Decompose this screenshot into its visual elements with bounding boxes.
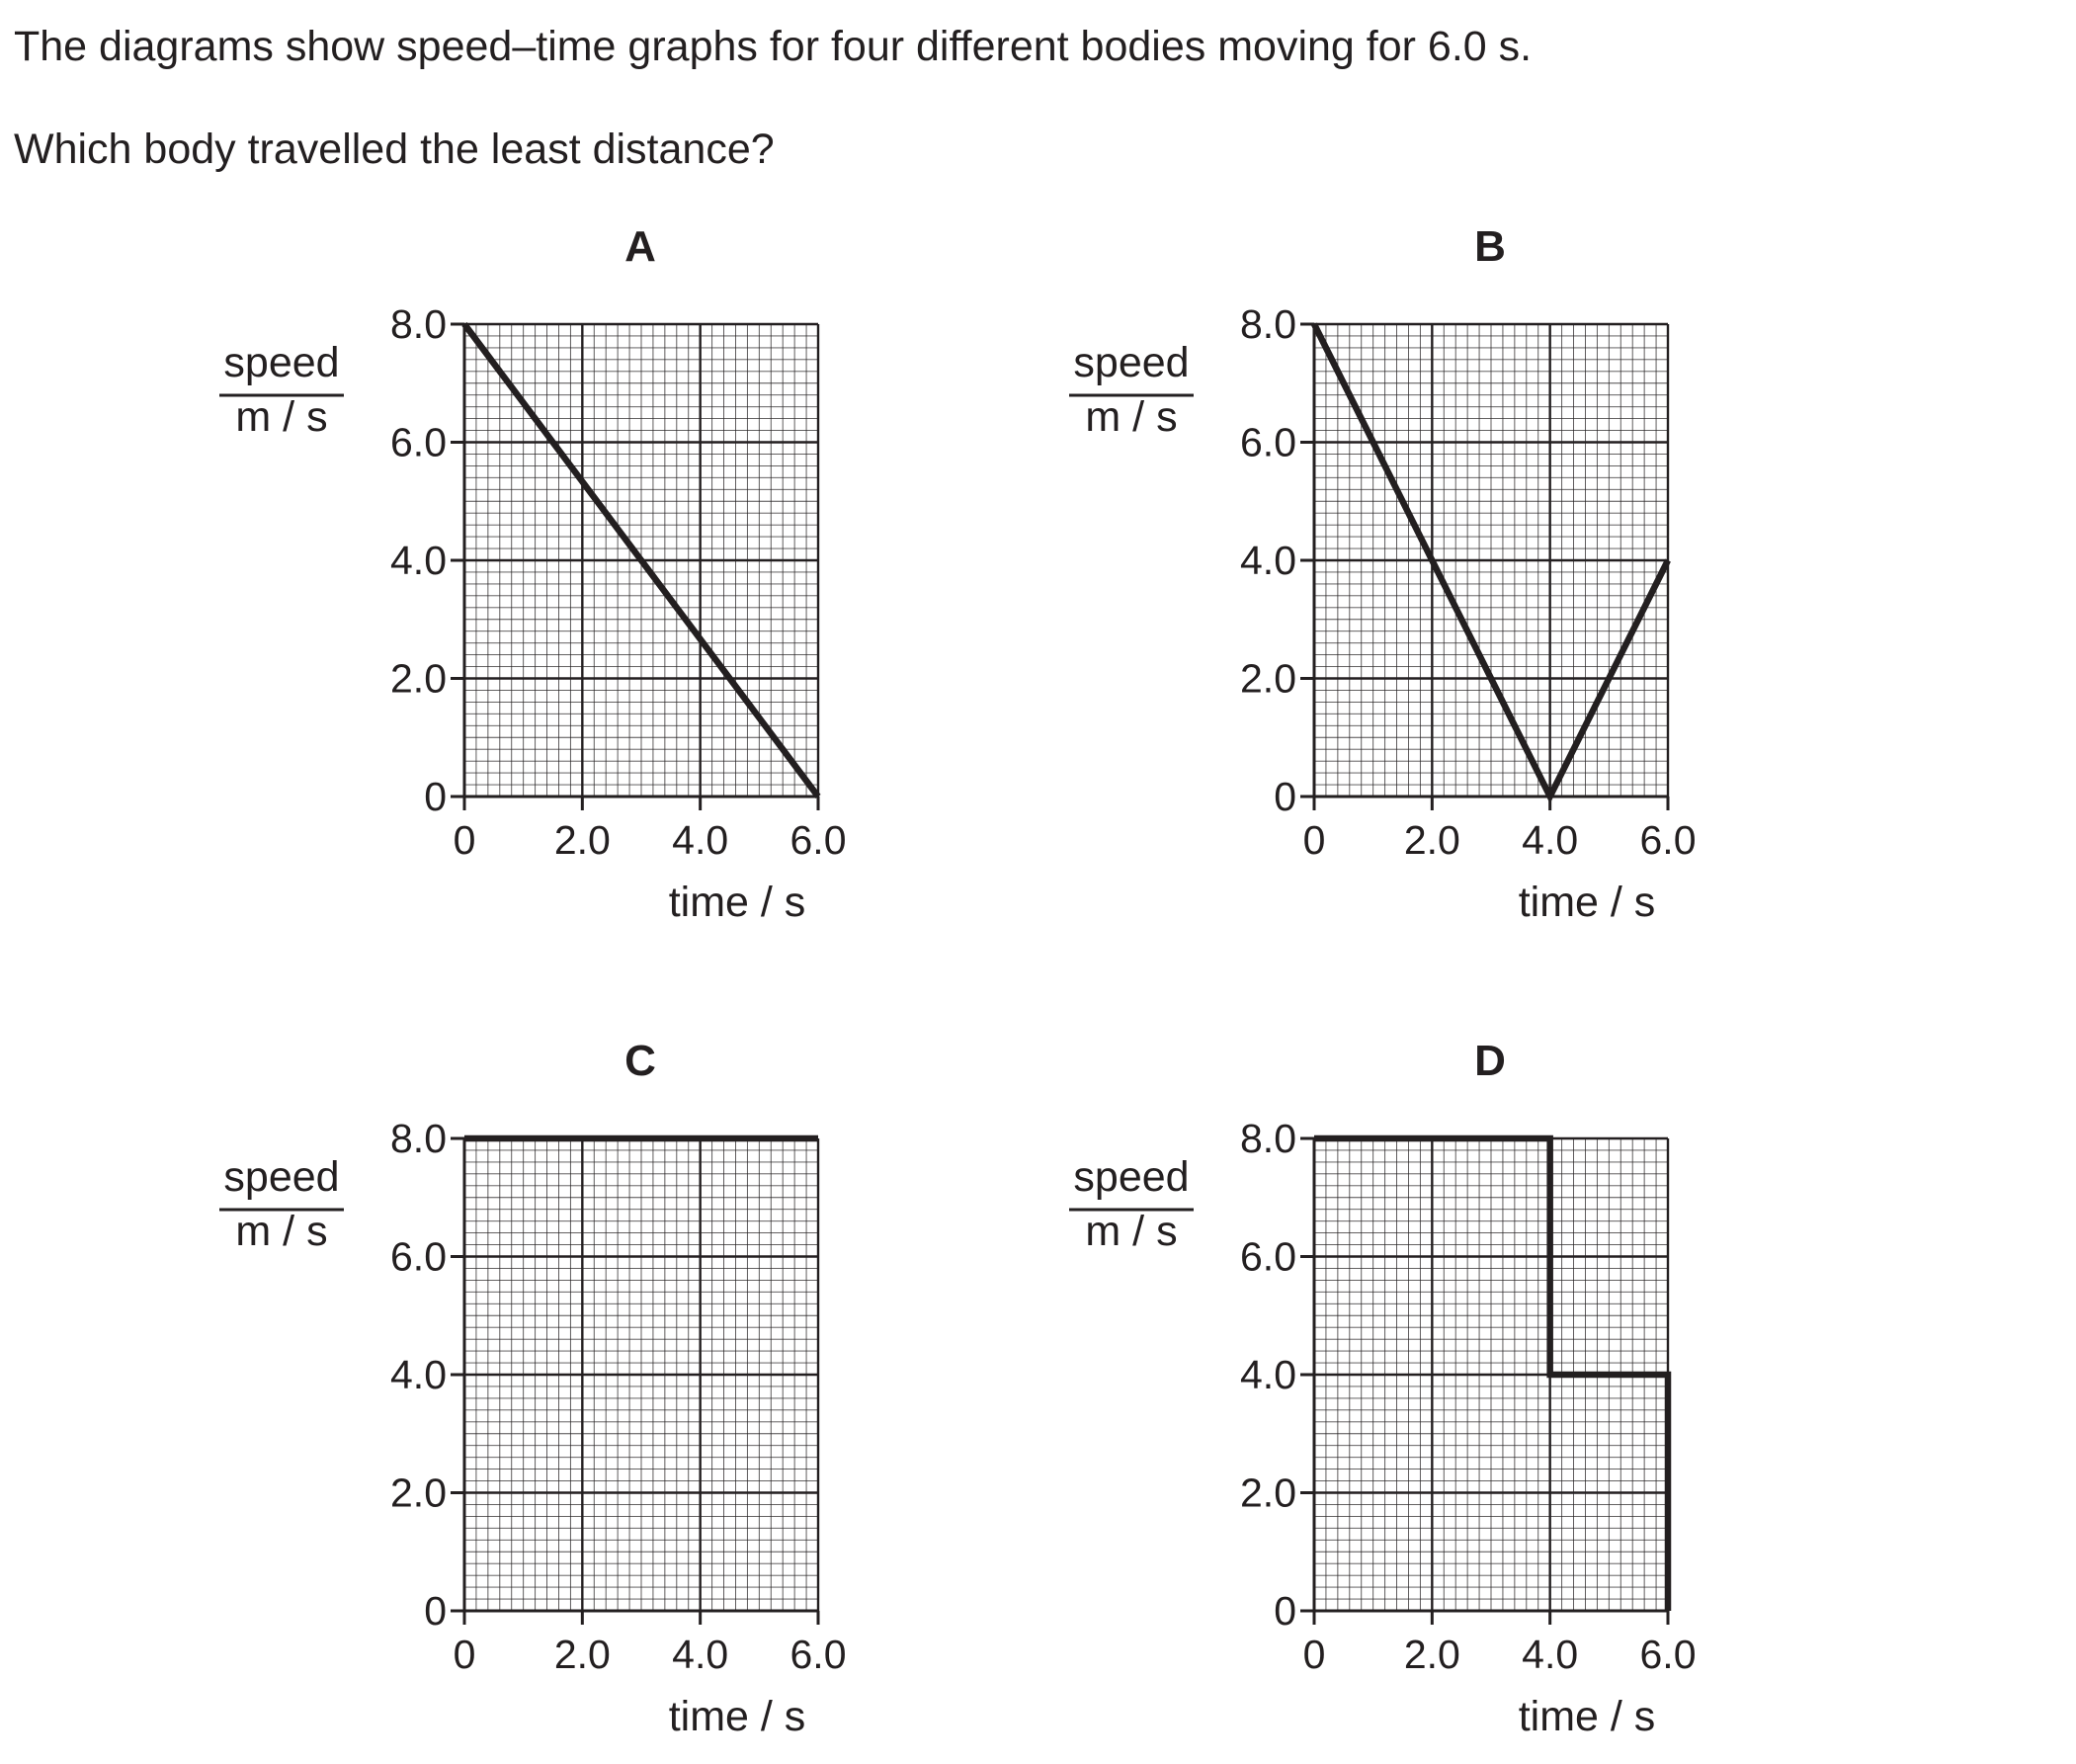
x-tick-label: 4.0 bbox=[672, 1632, 729, 1677]
x-tick-label: 2.0 bbox=[1403, 1632, 1460, 1677]
y-tick-label: 0 bbox=[424, 1588, 447, 1634]
x-tick-label: 2.0 bbox=[553, 1632, 611, 1677]
x-tick-label: 0 bbox=[1302, 817, 1326, 863]
x-tick-label: 4.0 bbox=[1522, 1632, 1579, 1677]
x-tick-label: 6.0 bbox=[789, 1632, 847, 1677]
y-tick-label: 8.0 bbox=[390, 301, 447, 347]
y-tick-label: 2.0 bbox=[1240, 1470, 1296, 1516]
x-axis-label: time / s bbox=[1518, 1693, 1656, 1740]
y-tick-label: 4.0 bbox=[1240, 1352, 1296, 1397]
y-tick-label: 6.0 bbox=[1240, 1233, 1296, 1280]
y-tick-label: 4.0 bbox=[390, 1352, 447, 1397]
y-tick-label: 6.0 bbox=[390, 1233, 447, 1280]
y-axis-label-bottom: m / s bbox=[235, 1208, 328, 1255]
chart-title: C bbox=[624, 1037, 656, 1085]
y-tick-label: 6.0 bbox=[390, 419, 447, 465]
x-tick-label: 4.0 bbox=[672, 817, 729, 863]
y-tick-label: 0 bbox=[424, 774, 447, 819]
y-tick-label: 6.0 bbox=[1240, 419, 1296, 465]
y-axis-label-bottom: m / s bbox=[1085, 1208, 1178, 1255]
y-tick-label: 8.0 bbox=[1240, 301, 1296, 347]
x-tick-label: 0 bbox=[453, 817, 476, 863]
y-axis-label-top: speed bbox=[1073, 1153, 1190, 1201]
y-tick-label: 8.0 bbox=[390, 1116, 447, 1161]
x-tick-label: 2.0 bbox=[553, 817, 611, 863]
y-tick-label: 4.0 bbox=[1240, 538, 1296, 583]
y-tick-label: 0 bbox=[1274, 1588, 1296, 1634]
x-tick-label: 4.0 bbox=[1522, 817, 1579, 863]
x-tick-label: 0 bbox=[1302, 1632, 1326, 1677]
x-axis-label: time / s bbox=[668, 879, 806, 926]
chart-title: B bbox=[1474, 222, 1506, 271]
y-tick-label: 0 bbox=[1274, 774, 1296, 819]
x-tick-label: 0 bbox=[453, 1632, 476, 1677]
chart-a bbox=[219, 222, 847, 926]
chart-title: A bbox=[624, 222, 656, 271]
question-line-2: Which body travelled the least distance? bbox=[14, 126, 775, 173]
x-axis-label: time / s bbox=[668, 1693, 806, 1740]
y-tick-label: 2.0 bbox=[390, 655, 447, 702]
question-line-1: The diagrams show speed–time graphs for four different bodies moving for 6.0 s. bbox=[14, 23, 1533, 70]
x-tick-label: 6.0 bbox=[1639, 1632, 1697, 1677]
y-tick-label: 4.0 bbox=[390, 538, 447, 583]
chart-c bbox=[219, 1037, 847, 1740]
chart-d bbox=[1069, 1037, 1697, 1740]
x-tick-label: 2.0 bbox=[1403, 817, 1460, 863]
y-tick-label: 2.0 bbox=[390, 1470, 447, 1516]
y-axis-label-top: speed bbox=[223, 1153, 340, 1201]
y-axis-label-bottom: m / s bbox=[235, 393, 328, 441]
y-tick-label: 8.0 bbox=[1240, 1116, 1296, 1161]
y-axis-label-top: speed bbox=[223, 339, 340, 386]
x-tick-label: 6.0 bbox=[789, 817, 847, 863]
y-axis-label-bottom: m / s bbox=[1085, 393, 1178, 441]
y-tick-label: 2.0 bbox=[1240, 655, 1296, 702]
chart-b bbox=[1069, 222, 1697, 926]
y-axis-label-top: speed bbox=[1073, 339, 1190, 386]
x-axis-label: time / s bbox=[1518, 879, 1656, 926]
x-tick-label: 6.0 bbox=[1639, 817, 1697, 863]
chart-title: D bbox=[1474, 1037, 1506, 1085]
